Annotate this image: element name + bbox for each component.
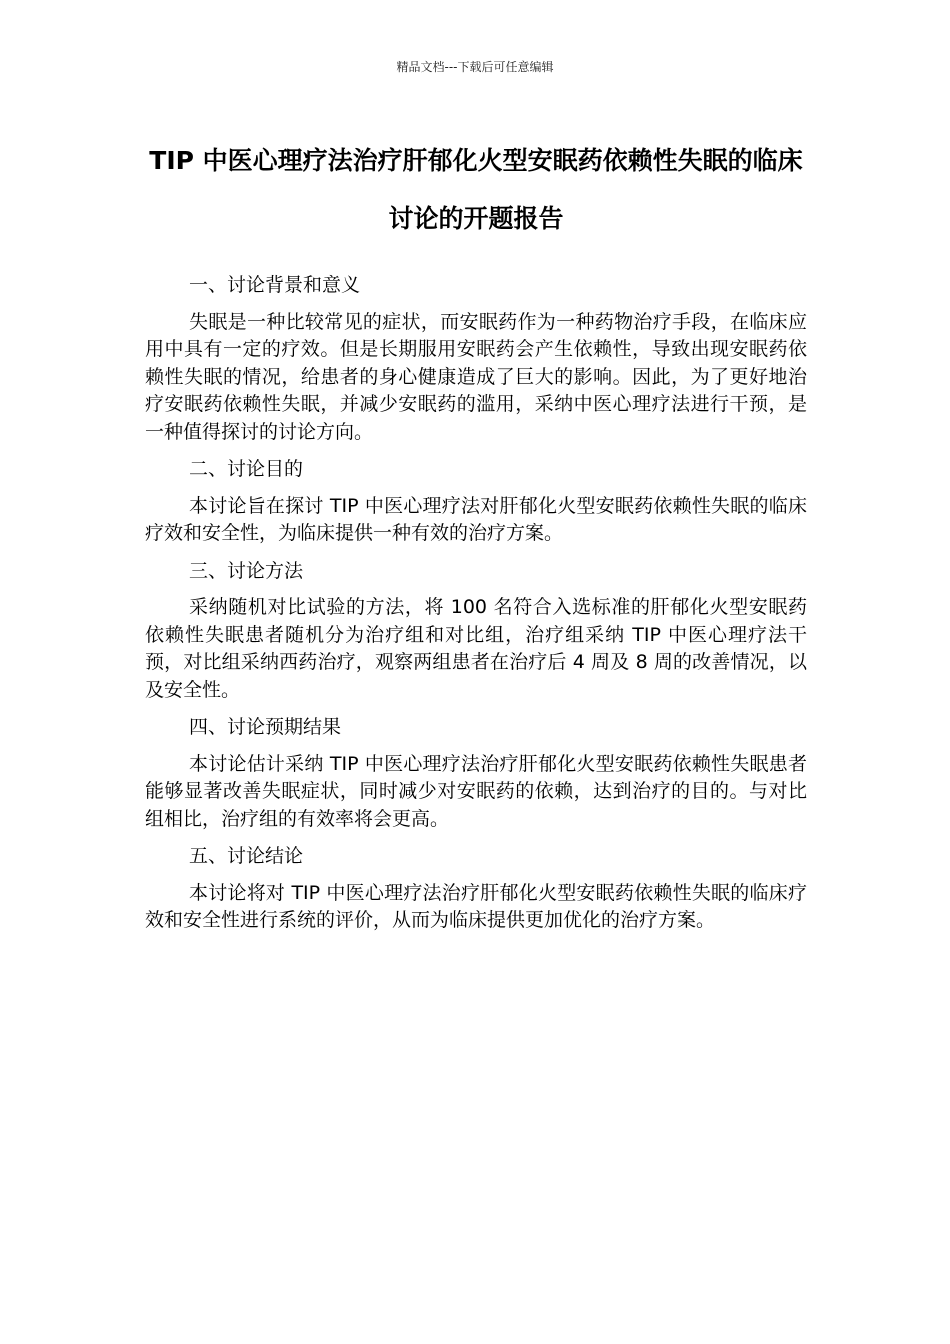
section-paragraph: 本讨论估计采纳 TIP 中医心理疗法治疗肝郁化火型安眠药依赖性失眠患者能够显著改善失眠症状，同时减少对安眠药的依赖，达到治疗的目的。与对比组相比，治疗组的有效率将会更高。 <box>145 752 807 830</box>
header-note: 精品文档---下载后可任意编辑 <box>396 60 554 74</box>
section-paragraph: 失眠是一种比较常见的症状，而安眠药作为一种药物治疗手段，在临床应用中具有一定的疗效。但是长期服用安眠药会产生依赖性，导致出现安眠药依赖性失眠的情况，给患者的身心健康造成了巨大的影响。因此，为了更好地治疗安眠药依赖性失眠，并减少安眠药的滥用，采纳中医心理疗法进行干预，是一种值得探讨的讨论方向。 <box>145 310 807 443</box>
section-expected-results <box>145 714 807 833</box>
section-heading: 二、讨论目的 <box>189 458 304 480</box>
section-heading: 四、讨论预期结果 <box>189 716 342 738</box>
section-method <box>145 558 807 705</box>
section-heading: 一、讨论背景和意义 <box>189 274 361 296</box>
section-paragraph: 本讨论旨在探讨 TIP 中医心理疗法对肝郁化火型安眠药依赖性失眠的临床疗效和安全性，为临床提供一种有效的治疗方案。 <box>145 494 807 544</box>
document-title: TIP 中医心理疗法治疗肝郁化火型安眠药依赖性失眠的临床讨论的开题报告 <box>149 146 803 233</box>
section-background <box>145 272 807 446</box>
document-body <box>145 272 807 945</box>
section-paragraph: 本讨论将对 TIP 中医心理疗法治疗肝郁化火型安眠药依赖性失眠的临床疗效和安全性进行系统的评价，从而为临床提供更加优化的治疗方案。 <box>145 881 807 931</box>
section-heading: 五、讨论结论 <box>189 845 304 867</box>
section-paragraph: 采纳随机对比试验的方法，将 100 名符合入选标准的肝郁化火型安眠药依赖性失眠患者随机分为治疗组和对比组，治疗组采纳 TIP 中医心理疗法干预，对比组采纳西药治疗，观察两组患者在治疗后 4 周及 8 周的改善情况，以及安全性。 <box>145 596 807 701</box>
section-heading: 三、讨论方法 <box>189 559 304 582</box>
section-conclusion <box>145 843 807 935</box>
section-objective <box>145 456 807 548</box>
